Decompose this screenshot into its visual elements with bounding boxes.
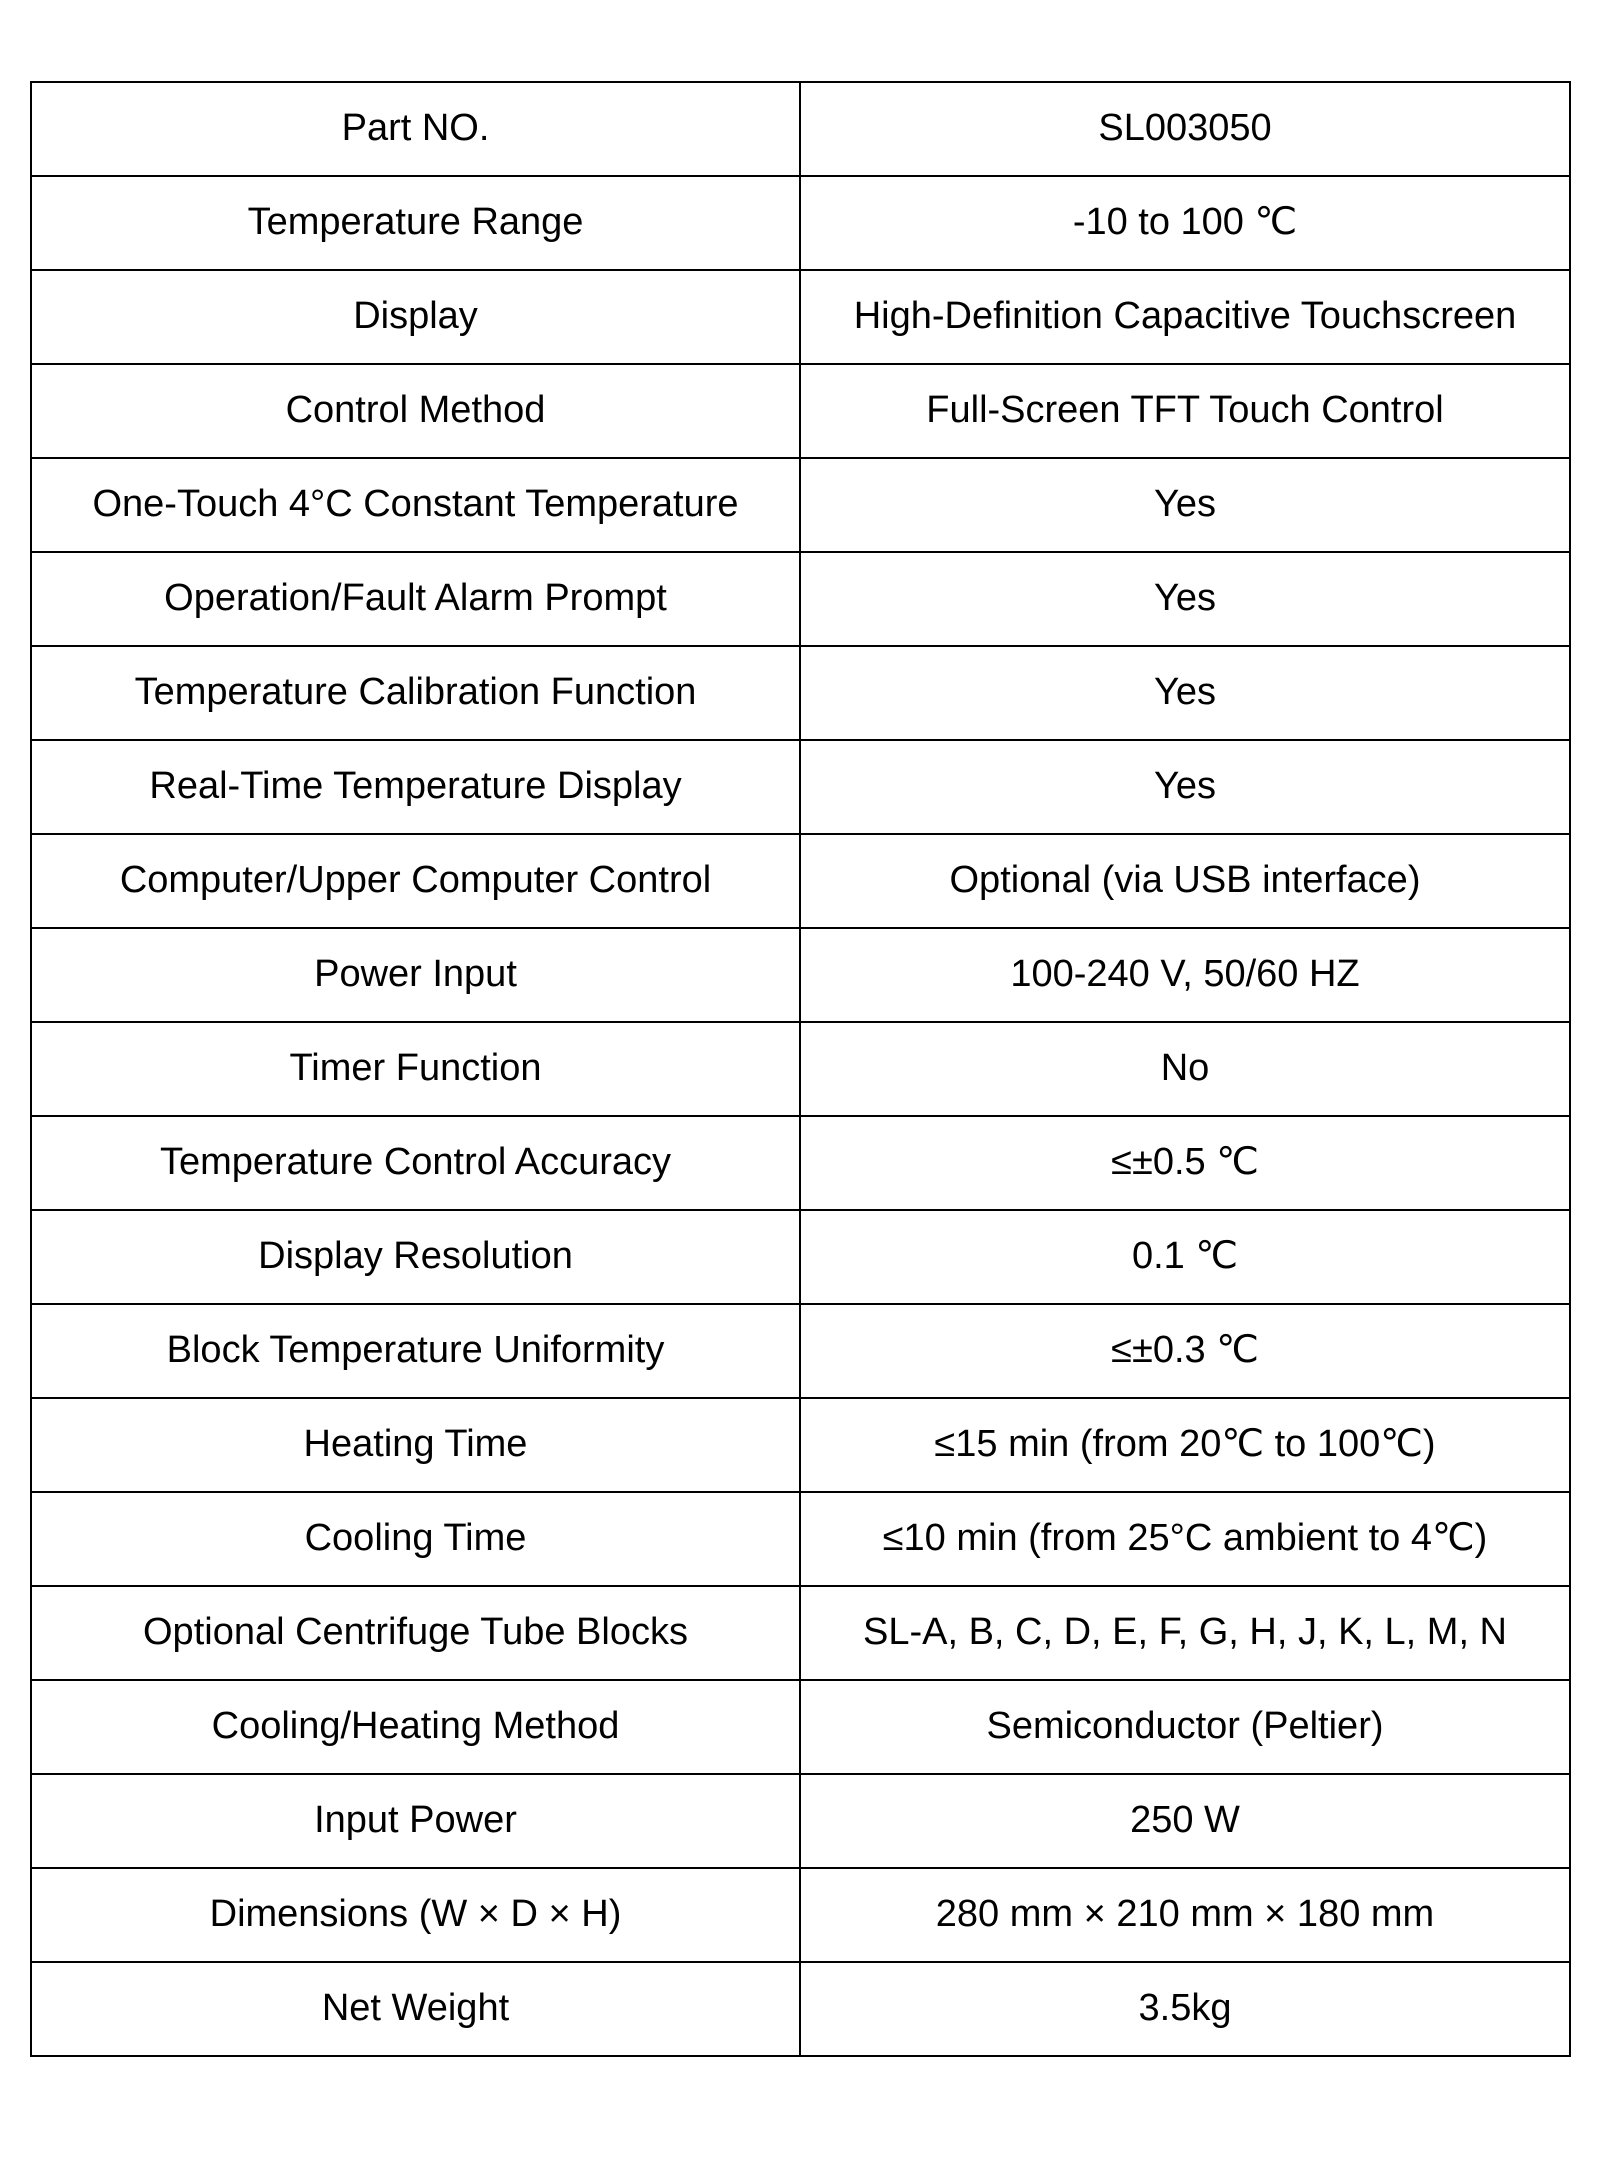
- spec-value: Yes: [800, 458, 1570, 552]
- spec-label: Dimensions (W × D × H): [31, 1868, 800, 1962]
- table-row: [31, 1116, 1570, 1210]
- spec-value: SL-A, B, C, D, E, F, G, H, J, K, L, M, N: [800, 1586, 1570, 1680]
- spec-label: Temperature Range: [31, 176, 800, 270]
- table-row: [31, 82, 1570, 176]
- spec-value: Full-Screen TFT Touch Control: [800, 364, 1570, 458]
- spec-label: Display: [31, 270, 800, 364]
- spec-value: Yes: [800, 740, 1570, 834]
- spec-table-body: [31, 82, 1570, 2056]
- table-row: [31, 740, 1570, 834]
- spec-value: ≤10 min (from 25°C ambient to 4℃): [800, 1492, 1570, 1586]
- spec-label: Power Input: [31, 928, 800, 1022]
- spec-value: 100-240 V, 50/60 HZ: [800, 928, 1570, 1022]
- spec-label: Display Resolution: [31, 1210, 800, 1304]
- table-row: [31, 1304, 1570, 1398]
- spec-value: No: [800, 1022, 1570, 1116]
- table-row: [31, 176, 1570, 270]
- table-row: [31, 1492, 1570, 1586]
- spec-value: -10 to 100 ℃: [800, 176, 1570, 270]
- table-row: [31, 552, 1570, 646]
- spec-value: ≤±0.3 ℃: [800, 1304, 1570, 1398]
- table-row: [31, 1210, 1570, 1304]
- spec-label: Temperature Control Accuracy: [31, 1116, 800, 1210]
- spec-label: Timer Function: [31, 1022, 800, 1116]
- table-row: [31, 1774, 1570, 1868]
- spec-label: Temperature Calibration Function: [31, 646, 800, 740]
- spec-label: Heating Time: [31, 1398, 800, 1492]
- spec-label: One-Touch 4°C Constant Temperature: [31, 458, 800, 552]
- spec-value: ≤15 min (from 20℃ to 100℃): [800, 1398, 1570, 1492]
- table-row: [31, 270, 1570, 364]
- table-row: [31, 1398, 1570, 1492]
- spec-value: 3.5kg: [800, 1962, 1570, 2056]
- table-row: [31, 458, 1570, 552]
- spec-label: Real-Time Temperature Display: [31, 740, 800, 834]
- spec-label: Computer/Upper Computer Control: [31, 834, 800, 928]
- spec-label: Block Temperature Uniformity: [31, 1304, 800, 1398]
- spec-value: Yes: [800, 552, 1570, 646]
- table-row: [31, 1022, 1570, 1116]
- spec-value: High-Definition Capacitive Touchscreen: [800, 270, 1570, 364]
- spec-value: Yes: [800, 646, 1570, 740]
- spec-table: [30, 81, 1571, 2057]
- spec-value: 250 W: [800, 1774, 1570, 1868]
- table-row: [31, 1868, 1570, 1962]
- table-row: [31, 1962, 1570, 2056]
- spec-value: ≤±0.5 ℃: [800, 1116, 1570, 1210]
- table-row: [31, 1586, 1570, 1680]
- spec-label: Cooling/Heating Method: [31, 1680, 800, 1774]
- table-row: [31, 834, 1570, 928]
- spec-label: Control Method: [31, 364, 800, 458]
- table-row: [31, 928, 1570, 1022]
- spec-label: Optional Centrifuge Tube Blocks: [31, 1586, 800, 1680]
- spec-label: Net Weight: [31, 1962, 800, 2056]
- table-row: [31, 646, 1570, 740]
- spec-value: 280 mm × 210 mm × 180 mm: [800, 1868, 1570, 1962]
- spec-label: Input Power: [31, 1774, 800, 1868]
- spec-label: Operation/Fault Alarm Prompt: [31, 552, 800, 646]
- spec-label: Cooling Time: [31, 1492, 800, 1586]
- table-row: [31, 364, 1570, 458]
- spec-value: Semiconductor (Peltier): [800, 1680, 1570, 1774]
- spec-value: Optional (via USB interface): [800, 834, 1570, 928]
- spec-label: Part NO.: [31, 82, 800, 176]
- spec-value: SL003050: [800, 82, 1570, 176]
- table-row: [31, 1680, 1570, 1774]
- spec-value: 0.1 ℃: [800, 1210, 1570, 1304]
